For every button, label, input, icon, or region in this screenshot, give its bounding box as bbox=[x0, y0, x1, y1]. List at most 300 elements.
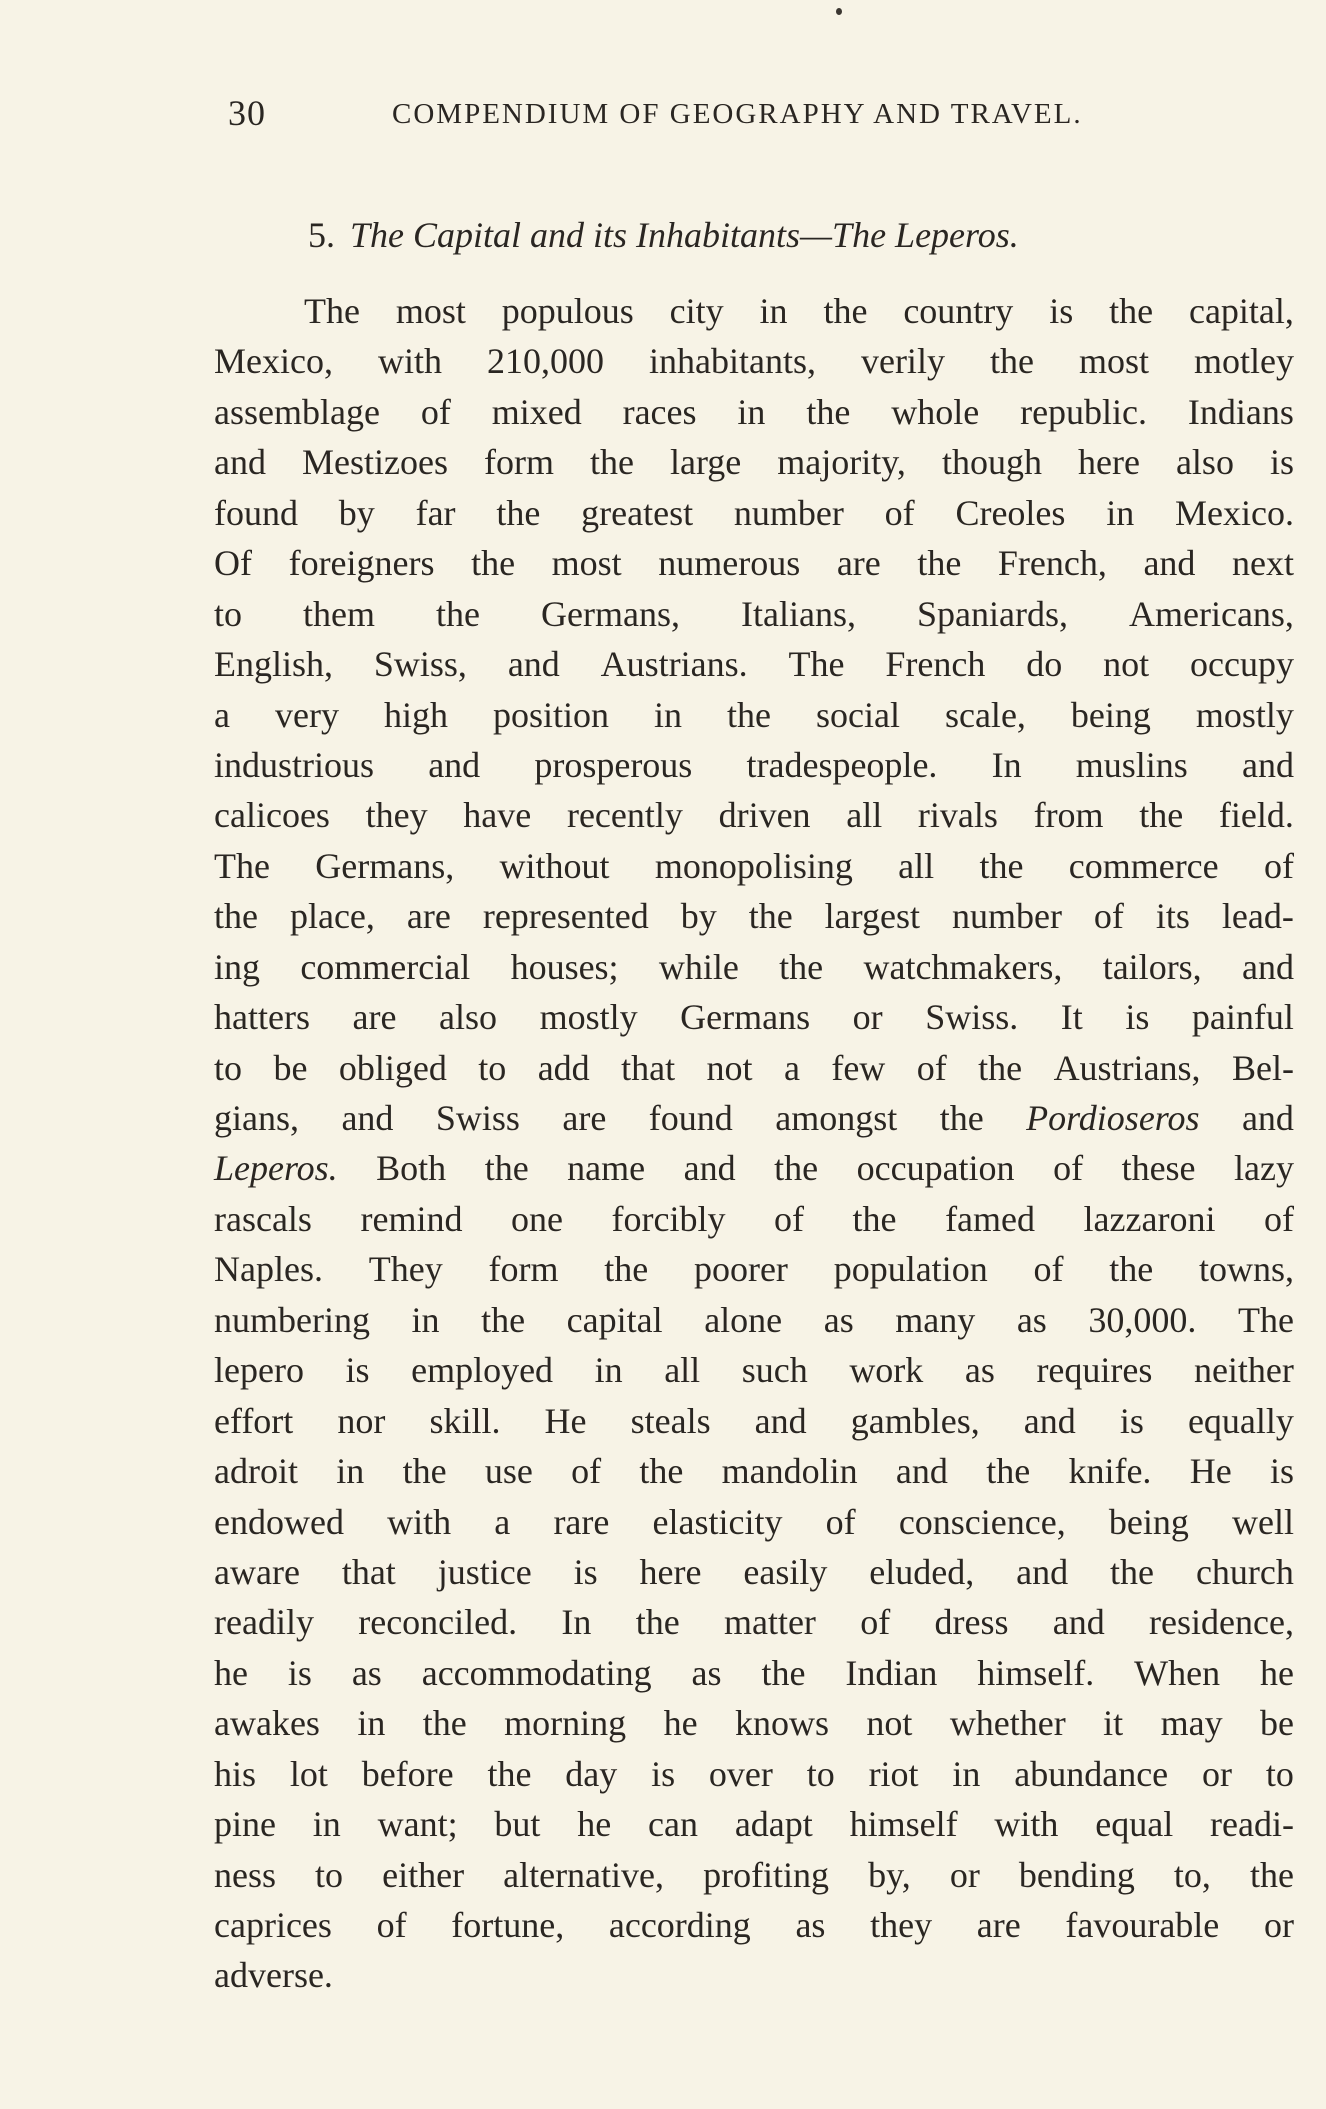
word: most bbox=[551, 543, 622, 584]
word: population bbox=[833, 1249, 988, 1290]
word: form bbox=[483, 442, 554, 483]
word: day bbox=[565, 1753, 618, 1794]
word: rare bbox=[553, 1501, 610, 1542]
word: the bbox=[604, 1249, 649, 1290]
word: the bbox=[1139, 795, 1184, 836]
word: bending bbox=[1018, 1854, 1135, 1895]
word: the bbox=[481, 1299, 526, 1340]
word: largest bbox=[824, 896, 920, 937]
word: the bbox=[487, 1753, 532, 1794]
word: is bbox=[1049, 291, 1074, 331]
word: dress bbox=[934, 1602, 1009, 1643]
word: driven bbox=[718, 795, 811, 836]
word: and bbox=[341, 1098, 394, 1138]
word: not bbox=[1103, 644, 1150, 685]
word: of bbox=[571, 1451, 602, 1492]
word: motley bbox=[1193, 341, 1294, 382]
word: the bbox=[484, 1148, 529, 1189]
word: houses; bbox=[510, 946, 619, 987]
word: or bbox=[1263, 1905, 1294, 1945]
word: matter bbox=[723, 1602, 816, 1643]
word: to bbox=[315, 1854, 344, 1895]
word: rascals bbox=[214, 1198, 312, 1239]
word: the bbox=[852, 1198, 897, 1239]
word: and bbox=[1241, 1098, 1294, 1138]
word: next bbox=[1232, 543, 1294, 584]
text-line bbox=[214, 740, 1294, 790]
word: assemblage bbox=[214, 391, 380, 432]
word: they bbox=[365, 795, 428, 836]
word: Germans bbox=[680, 997, 811, 1038]
word: gians, bbox=[214, 1098, 299, 1138]
running-title: COMPENDIUM OF GEOGRAPHY AND TRAVEL. bbox=[392, 98, 1083, 130]
word: the bbox=[436, 593, 481, 634]
word: muslins bbox=[1075, 744, 1188, 785]
word: is bbox=[1269, 442, 1294, 483]
word: of bbox=[774, 1198, 805, 1239]
word: by bbox=[338, 492, 375, 533]
word: lazzaroni bbox=[1083, 1198, 1216, 1239]
word: watchmakers, bbox=[863, 946, 1063, 987]
word: may bbox=[1160, 1703, 1223, 1744]
word: while bbox=[658, 946, 739, 987]
word: form bbox=[488, 1249, 559, 1290]
word: or bbox=[1201, 1753, 1232, 1794]
word: country bbox=[903, 291, 1014, 331]
word: well bbox=[1232, 1501, 1294, 1542]
word: and bbox=[895, 1451, 948, 1492]
word: requires bbox=[1036, 1350, 1153, 1391]
word: tailors, bbox=[1102, 946, 1202, 987]
text-line bbox=[214, 1295, 1294, 1345]
word: far bbox=[415, 492, 456, 533]
word: that bbox=[621, 1047, 676, 1088]
text-line bbox=[214, 1446, 1294, 1496]
word: position bbox=[492, 694, 609, 735]
word: in bbox=[357, 1703, 386, 1744]
word: hatters bbox=[214, 997, 310, 1038]
word: to bbox=[1265, 1753, 1294, 1794]
word: foreigners bbox=[288, 543, 435, 584]
word: effort bbox=[214, 1400, 294, 1441]
word: do bbox=[1026, 644, 1063, 685]
word: Indian bbox=[845, 1652, 938, 1693]
word: He bbox=[544, 1400, 587, 1441]
word: favourable bbox=[1065, 1905, 1220, 1945]
word: found bbox=[214, 492, 298, 533]
word: work bbox=[849, 1350, 924, 1391]
word: and bbox=[1241, 744, 1294, 785]
word: majority, bbox=[777, 442, 906, 483]
word: morning bbox=[504, 1703, 627, 1744]
word: to, bbox=[1173, 1854, 1211, 1895]
word: all bbox=[846, 795, 883, 836]
word: knife. bbox=[1068, 1451, 1152, 1492]
text-line bbox=[214, 1850, 1294, 1900]
word: the bbox=[639, 1451, 684, 1492]
word: is bbox=[1119, 1400, 1144, 1441]
word: but bbox=[494, 1804, 541, 1845]
word: rivals bbox=[917, 795, 998, 836]
word: a bbox=[494, 1501, 511, 1542]
word: Swiss. bbox=[925, 997, 1019, 1038]
word: aware bbox=[214, 1551, 300, 1592]
word: commerce bbox=[1068, 845, 1219, 886]
word: mostly bbox=[539, 997, 638, 1038]
text-line bbox=[214, 286, 1294, 336]
word: abundance bbox=[1014, 1753, 1169, 1794]
word: the bbox=[989, 341, 1034, 382]
word: Spaniards, bbox=[917, 593, 1068, 634]
word: mostly bbox=[1195, 694, 1294, 735]
word: prosperous bbox=[534, 744, 693, 785]
word: Swiss bbox=[435, 1098, 520, 1138]
text-line bbox=[214, 1497, 1294, 1547]
word: in bbox=[594, 1350, 623, 1391]
text-line bbox=[214, 1194, 1294, 1244]
word: in bbox=[653, 694, 682, 735]
word: justice bbox=[437, 1551, 532, 1592]
word: and bbox=[1143, 543, 1196, 584]
word: monopolising bbox=[654, 845, 853, 886]
word: 30,000. bbox=[1088, 1299, 1197, 1340]
text-line bbox=[214, 538, 1294, 588]
word: to bbox=[806, 1753, 835, 1794]
word: lead- bbox=[1221, 896, 1294, 937]
word: he bbox=[1259, 1652, 1294, 1693]
word: to bbox=[214, 1047, 243, 1088]
word: capital, bbox=[1188, 291, 1294, 331]
word: equal bbox=[1095, 1804, 1174, 1845]
word: name bbox=[567, 1148, 646, 1189]
word: adverse. bbox=[214, 1955, 333, 1996]
word: remind bbox=[360, 1198, 463, 1239]
word: the bbox=[589, 442, 634, 483]
text-line bbox=[214, 387, 1294, 437]
word: recently bbox=[566, 795, 683, 836]
word: elasticity bbox=[652, 1501, 783, 1542]
word: is bbox=[573, 1551, 598, 1592]
word: add bbox=[537, 1047, 590, 1088]
word: ness bbox=[214, 1854, 276, 1895]
word: represented bbox=[482, 896, 649, 937]
word: and bbox=[1242, 946, 1294, 987]
word: Swiss, bbox=[373, 644, 467, 685]
word: Bel- bbox=[1231, 1047, 1294, 1088]
word: calicoes bbox=[214, 795, 330, 836]
italic-term: Pordioseros bbox=[1026, 1098, 1200, 1138]
word: use bbox=[484, 1451, 533, 1492]
word: mandolin bbox=[721, 1451, 858, 1492]
word: the bbox=[917, 543, 962, 584]
word: scale, bbox=[944, 694, 1026, 735]
word: conscience, bbox=[898, 1501, 1066, 1542]
word: the bbox=[422, 1703, 467, 1744]
word: in bbox=[759, 291, 788, 331]
word: are bbox=[836, 543, 881, 584]
word: many bbox=[895, 1299, 976, 1340]
word: church bbox=[1195, 1551, 1294, 1592]
word: is bbox=[287, 1652, 312, 1693]
word: to bbox=[214, 593, 243, 634]
word: easily bbox=[743, 1551, 828, 1592]
word: in bbox=[411, 1299, 440, 1340]
word: of bbox=[1093, 896, 1124, 937]
word: Italians, bbox=[741, 593, 856, 634]
word: the bbox=[761, 1652, 806, 1693]
text-line bbox=[214, 1345, 1294, 1395]
running-head bbox=[228, 92, 1128, 138]
word: tradespeople. bbox=[746, 744, 938, 785]
word: these bbox=[1121, 1148, 1196, 1189]
word: can bbox=[648, 1804, 699, 1845]
word: the bbox=[635, 1602, 680, 1643]
word: lepero bbox=[214, 1350, 304, 1391]
word: of bbox=[860, 1602, 891, 1643]
word: all bbox=[898, 845, 935, 886]
word: the bbox=[806, 391, 851, 432]
word: found bbox=[648, 1098, 733, 1138]
word: the bbox=[402, 1451, 447, 1492]
word: not bbox=[706, 1047, 753, 1088]
word: as bbox=[691, 1652, 722, 1693]
word: the bbox=[727, 694, 771, 735]
word: occupy bbox=[1190, 644, 1294, 685]
text-line bbox=[214, 1093, 1294, 1143]
word: greatest bbox=[581, 492, 694, 533]
word: being bbox=[1070, 694, 1151, 735]
word: He bbox=[1189, 1451, 1232, 1492]
word: adapt bbox=[734, 1804, 813, 1845]
word: by bbox=[680, 896, 717, 937]
word: of bbox=[1053, 1148, 1084, 1189]
word: riot bbox=[868, 1753, 919, 1794]
word: as bbox=[795, 1905, 826, 1945]
word: large bbox=[669, 442, 742, 483]
word: In bbox=[991, 744, 1022, 785]
word: with bbox=[377, 341, 442, 382]
section-heading bbox=[308, 214, 1019, 256]
word: It bbox=[1060, 997, 1083, 1038]
word: employed bbox=[411, 1350, 554, 1391]
word: the bbox=[939, 1098, 984, 1138]
word: are bbox=[976, 1905, 1021, 1945]
word: industrious bbox=[214, 744, 375, 785]
word: gambles, bbox=[850, 1400, 980, 1441]
word: nor bbox=[337, 1400, 386, 1441]
word: pine bbox=[214, 1804, 276, 1845]
word: ing bbox=[214, 946, 261, 987]
word: of bbox=[1263, 1198, 1294, 1239]
word: The bbox=[788, 644, 845, 685]
word: mixed bbox=[491, 391, 582, 432]
word: towns, bbox=[1198, 1249, 1294, 1290]
word: occupation bbox=[856, 1148, 1015, 1189]
word: Germans, bbox=[541, 593, 680, 634]
text-line bbox=[214, 488, 1294, 538]
word: or bbox=[949, 1854, 980, 1895]
word: also bbox=[439, 997, 498, 1038]
word: reconciled. bbox=[358, 1602, 518, 1643]
word: skill. bbox=[429, 1400, 501, 1441]
word: the bbox=[214, 896, 258, 937]
word: of bbox=[376, 1905, 407, 1945]
word: of bbox=[1263, 845, 1294, 886]
word: painful bbox=[1191, 997, 1294, 1038]
italic-term: Leperos. bbox=[214, 1148, 338, 1189]
word: readily bbox=[214, 1602, 314, 1643]
word: as bbox=[823, 1299, 854, 1340]
word: and bbox=[214, 442, 266, 483]
word: is bbox=[1125, 997, 1150, 1038]
word: whether bbox=[949, 1703, 1066, 1744]
word: he bbox=[577, 1804, 612, 1845]
word: When bbox=[1134, 1652, 1221, 1693]
word: The bbox=[214, 845, 270, 886]
word: or bbox=[852, 997, 883, 1038]
word: The bbox=[304, 291, 360, 331]
word: most bbox=[1078, 341, 1149, 382]
word: Creoles bbox=[955, 492, 1066, 533]
word: is bbox=[1269, 1451, 1294, 1492]
word: awakes bbox=[214, 1703, 320, 1744]
word: Mexico. bbox=[1175, 492, 1294, 533]
word: field. bbox=[1218, 795, 1294, 836]
text-line bbox=[214, 1648, 1294, 1698]
word: the bbox=[986, 1451, 1031, 1492]
word: it bbox=[1103, 1703, 1124, 1744]
word: before bbox=[361, 1753, 454, 1794]
text-line bbox=[214, 589, 1294, 639]
word: Austrians. bbox=[600, 644, 748, 685]
word: are bbox=[352, 997, 397, 1038]
page-number: 30 bbox=[228, 93, 266, 133]
text-line bbox=[214, 1396, 1294, 1446]
word: a bbox=[214, 694, 230, 735]
word: to bbox=[478, 1047, 507, 1088]
word: forcibly bbox=[611, 1198, 726, 1239]
word: French, bbox=[997, 543, 1107, 584]
word: are bbox=[406, 896, 451, 937]
word: he bbox=[214, 1652, 248, 1693]
word: populous bbox=[501, 291, 634, 331]
word: few bbox=[831, 1047, 886, 1088]
text-line bbox=[214, 790, 1294, 840]
word: the bbox=[1109, 291, 1154, 331]
text-line bbox=[214, 841, 1294, 891]
word: knows bbox=[734, 1703, 829, 1744]
word: obliged bbox=[338, 1047, 447, 1088]
word: fortune, bbox=[451, 1905, 565, 1945]
word: the bbox=[1249, 1854, 1294, 1895]
word: endowed bbox=[214, 1501, 344, 1542]
word: numbering bbox=[214, 1299, 370, 1340]
text-line bbox=[214, 1698, 1294, 1748]
text-line bbox=[214, 1143, 1294, 1193]
word: French bbox=[885, 644, 986, 685]
word: accommodating bbox=[421, 1652, 652, 1693]
word: of bbox=[825, 1501, 856, 1542]
word: is bbox=[651, 1753, 676, 1794]
word: caprices bbox=[214, 1905, 332, 1945]
word: capital bbox=[566, 1299, 663, 1340]
word: number bbox=[733, 492, 844, 533]
word: alternative, bbox=[503, 1854, 665, 1895]
word: most bbox=[395, 291, 466, 331]
word: from bbox=[1033, 795, 1104, 836]
word: races bbox=[622, 391, 697, 432]
word: Mestizoes bbox=[302, 442, 448, 483]
section-number: 5. bbox=[308, 215, 335, 255]
word: whole bbox=[891, 391, 980, 432]
word: either bbox=[382, 1854, 465, 1895]
word: numerous bbox=[658, 543, 801, 584]
word: as bbox=[964, 1350, 995, 1391]
word: all bbox=[664, 1350, 701, 1391]
text-line bbox=[214, 437, 1294, 487]
text-line bbox=[214, 336, 1294, 386]
word: them bbox=[303, 593, 376, 634]
text-line bbox=[214, 992, 1294, 1042]
word: adroit bbox=[214, 1451, 298, 1492]
word: neither bbox=[1193, 1350, 1294, 1391]
word: place, bbox=[289, 896, 375, 937]
word: Austrians, bbox=[1053, 1047, 1201, 1088]
word: They bbox=[368, 1249, 443, 1290]
word: and bbox=[683, 1148, 736, 1189]
word: and bbox=[754, 1400, 807, 1441]
word: himself. bbox=[977, 1652, 1095, 1693]
word: inhabitants, bbox=[648, 341, 816, 382]
word: steals bbox=[630, 1400, 711, 1441]
text-line bbox=[214, 1900, 1294, 1950]
text-line bbox=[214, 1547, 1294, 1597]
word: according bbox=[608, 1905, 751, 1945]
body-text bbox=[214, 286, 1294, 2001]
word: are bbox=[562, 1098, 607, 1138]
word: want; bbox=[377, 1804, 458, 1845]
text-line bbox=[214, 690, 1294, 740]
word: equally bbox=[1187, 1400, 1294, 1441]
word: Germans, bbox=[315, 845, 455, 886]
word: here bbox=[1077, 442, 1140, 483]
text-line bbox=[214, 942, 1294, 992]
word: The bbox=[1237, 1299, 1294, 1340]
word: city bbox=[669, 291, 724, 331]
word: of bbox=[916, 1047, 947, 1088]
ink-speck bbox=[836, 8, 842, 15]
word: of bbox=[420, 391, 451, 432]
word: the bbox=[748, 896, 793, 937]
word: as bbox=[1016, 1299, 1047, 1340]
text-line bbox=[214, 891, 1294, 941]
word: republic. bbox=[1020, 391, 1148, 432]
word: in bbox=[312, 1804, 341, 1845]
word: famed bbox=[945, 1198, 1036, 1239]
word: Of bbox=[214, 543, 252, 584]
word: Mexico, bbox=[214, 341, 333, 382]
word: as bbox=[351, 1652, 382, 1693]
word: In bbox=[561, 1602, 592, 1643]
word: of bbox=[884, 492, 915, 533]
word: the bbox=[823, 291, 868, 331]
word: in bbox=[336, 1451, 365, 1492]
text-line bbox=[214, 1597, 1294, 1647]
word: the bbox=[471, 543, 516, 584]
word: alone bbox=[704, 1299, 783, 1340]
word: and bbox=[428, 744, 481, 785]
word: Indians bbox=[1187, 391, 1294, 432]
